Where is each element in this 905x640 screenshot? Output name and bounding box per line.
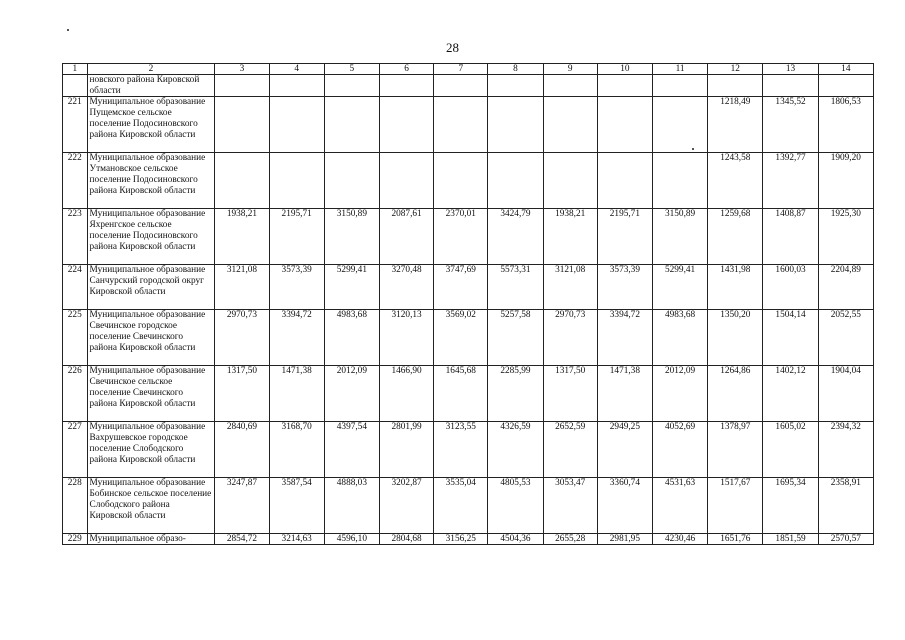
value-cell: 2840,69 bbox=[215, 422, 269, 478]
value-cell: 4052,69 bbox=[652, 422, 707, 478]
value-cell: 4504,36 bbox=[488, 534, 543, 545]
column-header: 1 bbox=[63, 64, 88, 75]
row-number: 221 bbox=[63, 97, 88, 153]
value-cell: 1466,90 bbox=[379, 366, 433, 422]
data-table bbox=[62, 63, 874, 545]
value-cell: 1218,49 bbox=[708, 97, 763, 153]
value-cell: 3121,08 bbox=[543, 265, 597, 310]
value-cell: 1471,38 bbox=[269, 366, 324, 422]
row-number: 229 bbox=[63, 534, 88, 545]
value-cell bbox=[597, 153, 652, 209]
value-cell: 1651,76 bbox=[708, 534, 763, 545]
value-cell: 3247,87 bbox=[215, 478, 269, 534]
table-row-continuation bbox=[63, 75, 874, 97]
column-header: 14 bbox=[818, 64, 873, 75]
table-row bbox=[63, 97, 874, 153]
value-cell: 2570,57 bbox=[818, 534, 873, 545]
row-name: Муниципальное образование Яхренгское сельское поселение Подосиновского района Кировской области bbox=[87, 209, 215, 265]
value-cell: 3121,08 bbox=[215, 265, 269, 310]
value-cell: 1600,03 bbox=[763, 265, 818, 310]
value-cell: 5257,58 bbox=[488, 310, 543, 366]
value-cell: 4397,54 bbox=[324, 422, 379, 478]
value-cell: 1938,21 bbox=[543, 209, 597, 265]
value-cell bbox=[543, 153, 597, 209]
value-cell bbox=[379, 97, 433, 153]
value-cell bbox=[434, 153, 488, 209]
table-row bbox=[63, 153, 874, 209]
value-cell: 2981,95 bbox=[597, 534, 652, 545]
column-header: 13 bbox=[763, 64, 818, 75]
value-cell bbox=[269, 97, 324, 153]
column-header: 7 bbox=[434, 64, 488, 75]
value-cell: 3573,39 bbox=[597, 265, 652, 310]
value-cell: 3360,74 bbox=[597, 478, 652, 534]
value-cell bbox=[434, 97, 488, 153]
value-cell bbox=[488, 97, 543, 153]
column-header: 4 bbox=[269, 64, 324, 75]
value-cell: 3150,89 bbox=[324, 209, 379, 265]
value-cell: 1408,87 bbox=[763, 209, 818, 265]
value-cell: 3270,48 bbox=[379, 265, 433, 310]
value-cell: 2854,72 bbox=[215, 534, 269, 545]
value-cell bbox=[215, 153, 269, 209]
value-cell: 1938,21 bbox=[215, 209, 269, 265]
value-cell bbox=[597, 97, 652, 153]
value-cell: 4805,53 bbox=[488, 478, 543, 534]
row-name: Муниципальное образование Пущемское сельское поселение Подосиновского района Кировской области bbox=[87, 97, 215, 153]
value-cell: 2804,68 bbox=[379, 534, 433, 545]
value-cell: 1695,34 bbox=[763, 478, 818, 534]
value-cell: 3168,70 bbox=[269, 422, 324, 478]
value-cell bbox=[215, 97, 269, 153]
table-row bbox=[63, 478, 874, 534]
value-cell: 4888,03 bbox=[324, 478, 379, 534]
value-cell: 2652,59 bbox=[543, 422, 597, 478]
value-cell: 1517,67 bbox=[708, 478, 763, 534]
column-header: 9 bbox=[543, 64, 597, 75]
value-cell: 3573,39 bbox=[269, 265, 324, 310]
row-name: новского района Кировской области bbox=[87, 75, 215, 97]
value-cell: 1431,98 bbox=[708, 265, 763, 310]
row-number: 227 bbox=[63, 422, 88, 478]
row-name: Муниципальное образо- bbox=[87, 534, 215, 545]
value-cell: 1904,04 bbox=[818, 366, 873, 422]
row-number: 228 bbox=[63, 478, 88, 534]
value-cell: 3424,79 bbox=[488, 209, 543, 265]
value-cell: 2012,09 bbox=[324, 366, 379, 422]
value-cell: 1264,86 bbox=[708, 366, 763, 422]
value-cell: 2394,32 bbox=[818, 422, 873, 478]
value-cell: 1645,68 bbox=[434, 366, 488, 422]
row-name: Муниципальное образование Бобинское сельское поселение Слободского района Кировской области bbox=[87, 478, 215, 534]
row-number: 223 bbox=[63, 209, 88, 265]
value-cell: 2052,55 bbox=[818, 310, 873, 366]
value-cell: 2655,28 bbox=[543, 534, 597, 545]
value-cell: 1605,02 bbox=[763, 422, 818, 478]
table-row bbox=[63, 534, 874, 545]
value-cell bbox=[269, 153, 324, 209]
row-name: Муниципальное образование Утмановское сельское поселение Подосиновского района Кировской области bbox=[87, 153, 215, 209]
value-cell bbox=[379, 153, 433, 209]
table-row bbox=[63, 366, 874, 422]
row-number: 222 bbox=[63, 153, 88, 209]
value-cell bbox=[543, 97, 597, 153]
value-cell: 2012,09 bbox=[652, 366, 707, 422]
row-number bbox=[63, 75, 88, 97]
value-cell bbox=[652, 97, 707, 153]
value-cell: 3394,72 bbox=[269, 310, 324, 366]
value-cell: 1378,97 bbox=[708, 422, 763, 478]
value-cell: 3587,54 bbox=[269, 478, 324, 534]
value-cell: 3150,89 bbox=[652, 209, 707, 265]
row-number: 225 bbox=[63, 310, 88, 366]
value-cell bbox=[324, 153, 379, 209]
value-cell: 4230,46 bbox=[652, 534, 707, 545]
value-cell: 4531,63 bbox=[652, 478, 707, 534]
value-cell: 4326,59 bbox=[488, 422, 543, 478]
page-number: 28 bbox=[446, 40, 459, 55]
value-cell: 2204,89 bbox=[818, 265, 873, 310]
column-header: 2 bbox=[87, 64, 215, 75]
value-cell: 2949,25 bbox=[597, 422, 652, 478]
value-cell: 1317,50 bbox=[215, 366, 269, 422]
value-cell: 4983,68 bbox=[324, 310, 379, 366]
row-name: Муниципальное образование Свечинское сельское поселение Свечинского района Кировской области bbox=[87, 366, 215, 422]
scan-speck bbox=[67, 29, 69, 31]
table-row bbox=[63, 422, 874, 478]
value-cell: 4983,68 bbox=[652, 310, 707, 366]
value-cell: 1471,38 bbox=[597, 366, 652, 422]
column-header: 8 bbox=[488, 64, 543, 75]
value-cell: 3202,87 bbox=[379, 478, 433, 534]
table-row bbox=[63, 265, 874, 310]
value-cell: 2970,73 bbox=[215, 310, 269, 366]
column-header: 3 bbox=[215, 64, 269, 75]
value-cell: 1243,58 bbox=[708, 153, 763, 209]
value-cell: 2801,99 bbox=[379, 422, 433, 478]
value-cell: 2195,71 bbox=[597, 209, 652, 265]
table-row bbox=[63, 209, 874, 265]
row-number: 226 bbox=[63, 366, 88, 422]
value-cell: 2370,01 bbox=[434, 209, 488, 265]
row-number: 224 bbox=[63, 265, 88, 310]
column-header: 10 bbox=[597, 64, 652, 75]
value-cell: 1851,59 bbox=[763, 534, 818, 545]
value-cell: 4596,10 bbox=[324, 534, 379, 545]
value-cell: 1345,52 bbox=[763, 97, 818, 153]
value-cell: 3394,72 bbox=[597, 310, 652, 366]
header-row bbox=[63, 64, 874, 75]
value-cell: 1909,20 bbox=[818, 153, 873, 209]
value-cell: 2087,61 bbox=[379, 209, 433, 265]
value-cell: 3120,13 bbox=[379, 310, 433, 366]
value-cell: 5573,31 bbox=[488, 265, 543, 310]
column-header: 5 bbox=[324, 64, 379, 75]
value-cell: 3214,63 bbox=[269, 534, 324, 545]
value-cell: 3156,25 bbox=[434, 534, 488, 545]
table-row bbox=[63, 310, 874, 366]
value-cell: 2285,99 bbox=[488, 366, 543, 422]
value-cell: 1925,30 bbox=[818, 209, 873, 265]
value-cell: 3747,69 bbox=[434, 265, 488, 310]
row-name: Муниципальное образование Вахрушевское городское поселение Слободского района Кировской области bbox=[87, 422, 215, 478]
value-cell: 2358,91 bbox=[818, 478, 873, 534]
value-cell: 1806,53 bbox=[818, 97, 873, 153]
value-cell: 1317,50 bbox=[543, 366, 597, 422]
value-cell: 1402,12 bbox=[763, 366, 818, 422]
value-cell: 1350,20 bbox=[708, 310, 763, 366]
value-cell bbox=[652, 153, 707, 209]
value-cell: 1392,77 bbox=[763, 153, 818, 209]
value-cell: 5299,41 bbox=[324, 265, 379, 310]
column-header: 6 bbox=[379, 64, 433, 75]
value-cell: 3053,47 bbox=[543, 478, 597, 534]
value-cell bbox=[488, 153, 543, 209]
value-cell: 1504,14 bbox=[763, 310, 818, 366]
value-cell: 2195,71 bbox=[269, 209, 324, 265]
column-header: 11 bbox=[652, 64, 707, 75]
value-cell: 3569,02 bbox=[434, 310, 488, 366]
value-cell: 3535,04 bbox=[434, 478, 488, 534]
value-cell: 2970,73 bbox=[543, 310, 597, 366]
value-cell: 3123,55 bbox=[434, 422, 488, 478]
value-cell: 1259,68 bbox=[708, 209, 763, 265]
value-cell bbox=[324, 97, 379, 153]
column-header: 12 bbox=[708, 64, 763, 75]
row-name: Муниципальное образование Свечинское городское поселение Свечинского района Кировской области bbox=[87, 310, 215, 366]
row-name: Муниципальное образование Санчурский городской округ Кировской области bbox=[87, 265, 215, 310]
value-cell: 5299,41 bbox=[652, 265, 707, 310]
